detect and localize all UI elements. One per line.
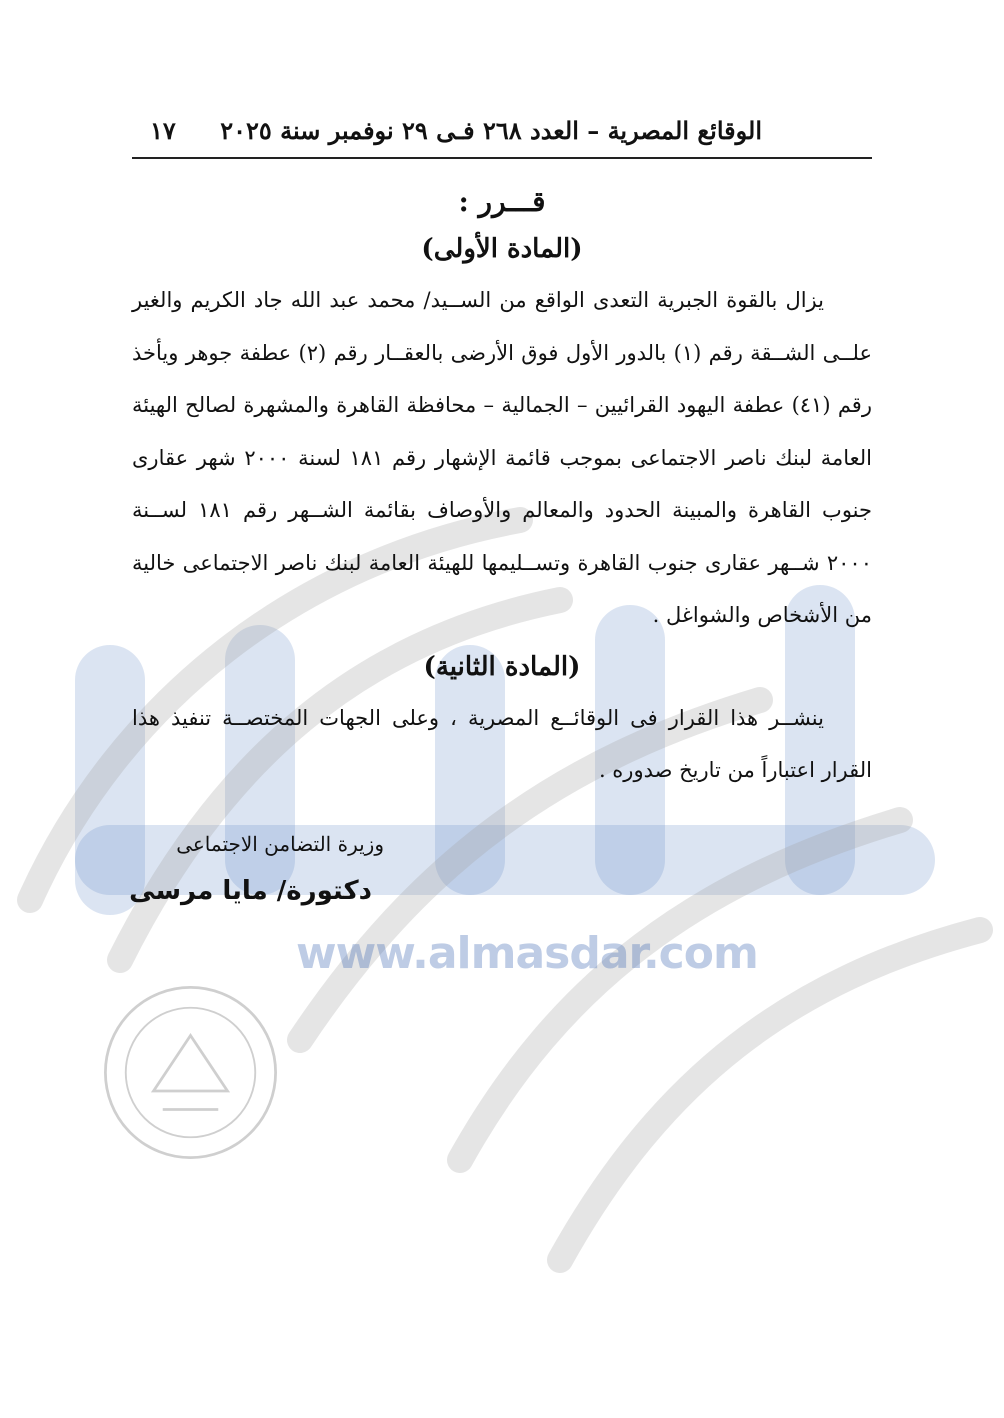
header-divider — [132, 157, 872, 159]
article-one-text: يزال بالقوة الجبرية التعدى الواقع من الســيد/ محمد عبد الله جاد الكريم والغير علــى الشــقة رقم (١) بالدور الأول فوق الأرضى بالعقــار رقم (٢) عطفة جوهر ويأخذ رقم (٤١) عطفة اليهود القرائيين – الجمالية – محافظة القاهرة والمشهرة لصالح الهيئة العامة لبنك ناصر الاجتماعى بموجب قائمة الإشهار رقم ١٨١ لسنة ٢٠٠٠ شهر عقارى جنوب القاهرة والمبينة الحدود والمعالم والأوصاف بقائمة الشــهر رقم ١٨١ لســنة ٢٠٠٠ شــهر عقارى جنوب القاهرة وتســليمها للهيئة العامة لبنك ناصر الاجتماعى خالية من الأشخاص والشواغل . — [132, 288, 872, 627]
article-two-title: (المادة الثانية) — [423, 651, 581, 682]
ministry-title: وزيرة التضامن الاجتماعى — [176, 832, 384, 856]
article-one-title: (المادة الأولى) — [421, 234, 583, 264]
decision-heading: قـــرر : — [458, 185, 546, 218]
signer-name: دكتورة/ مايا مرسى — [129, 876, 372, 906]
watermark-url: www.almasdar.com — [296, 928, 758, 979]
page-number: ١٧ — [150, 116, 176, 145]
seal-watermark-icon — [98, 980, 283, 1165]
document-body — [132, 180, 872, 797]
article-two-text: ينشــر هذا القرار فى الوقائــع المصرية ، وعلى الجهات المختصــة تنفيذ هذا القرار اعتباراً من تاريخ صدوره . — [132, 705, 872, 782]
page-header — [132, 110, 872, 158]
gazette-header-title: الوقائع المصرية – العدد ٢٦٨ فـى ٢٩ نوفمبر سنة ٢٠٢٥ — [220, 116, 762, 145]
